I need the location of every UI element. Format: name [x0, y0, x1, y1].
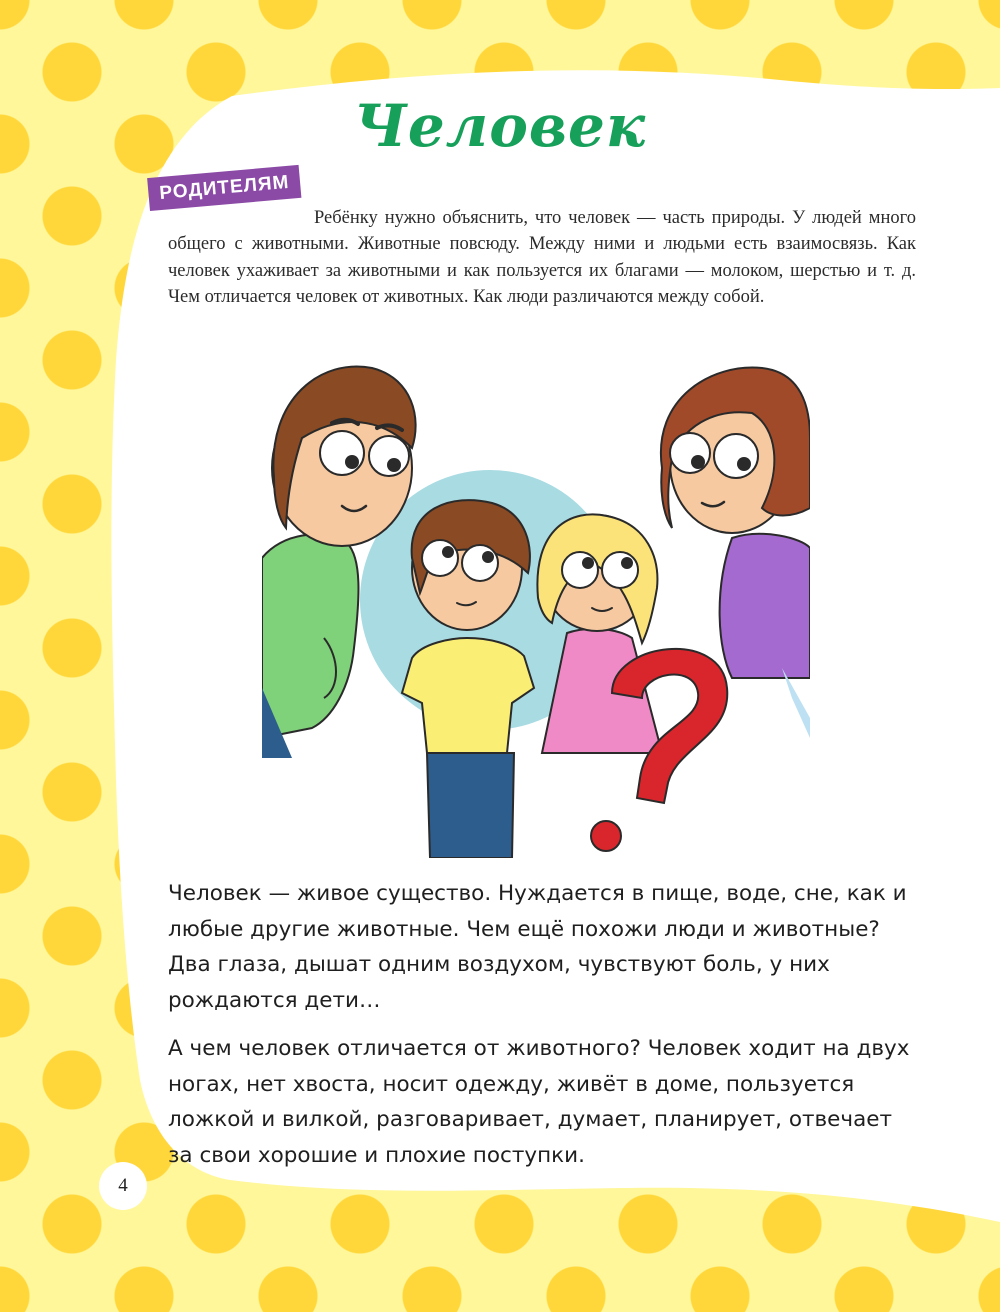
page-title: Человек	[353, 92, 647, 160]
parents-note: Ребёнку нужно объяснить, что человек — часть природы. У людей много общего с животными. Животные повсюду. Между ними и людьми есть взаимосвязь. Как человек ухаживает за животными и как пользуется их благами — молоком, шерстью и т. д. Чем отличается человек от животных. Как люди различаются между собой.	[168, 208, 916, 307]
paragraph-differences: А чем человек отличается от животного? Человек ходит на двух ногах, нет хвоста, носит одежду, живёт в доме, пользуется ложкой и вилкой, разговаривает, думает, планирует, отвечает за свои хорошие и плохие поступки.	[168, 1036, 910, 1168]
paragraph-similarities: Человек — живое существо. Нуждается в пище, воде, сне, как и любые другие животные. Чем ещё похожи люди и животные? Два глаза, дышат одним воздухом, чувствуют боль, у них рождаются дети…	[168, 881, 907, 1013]
mother-figure	[661, 368, 810, 738]
boy-figure	[402, 500, 534, 858]
page-number: 4	[99, 1162, 147, 1210]
family-illustration	[262, 358, 810, 858]
parents-badge: РОДИТЕЛЯМ	[147, 165, 302, 211]
